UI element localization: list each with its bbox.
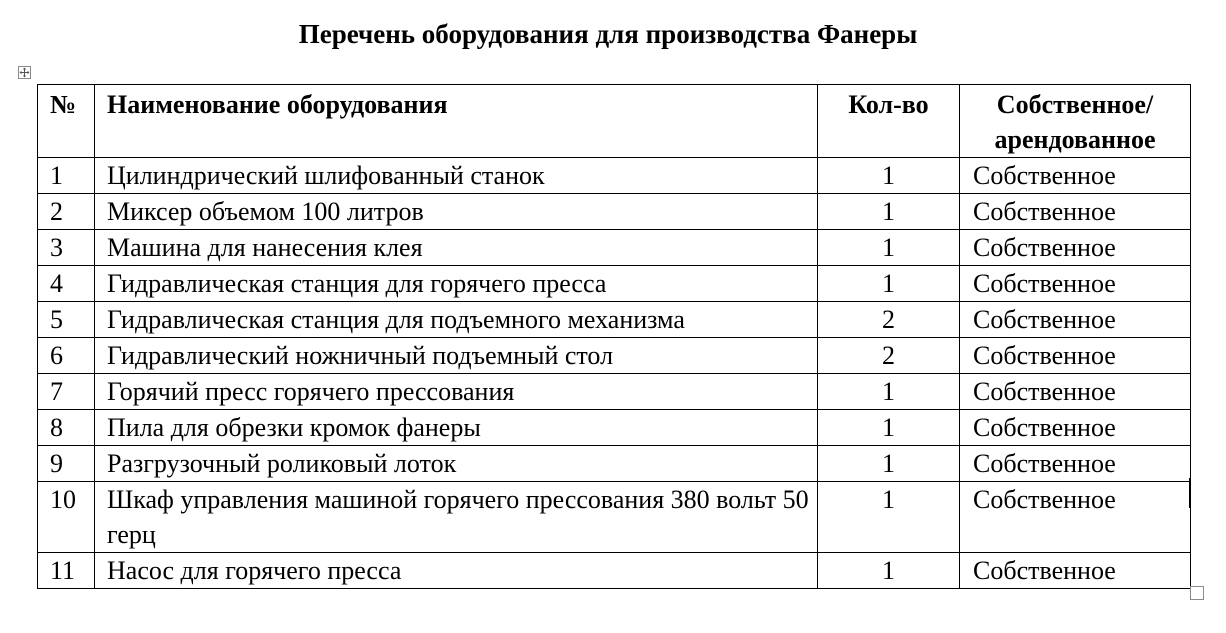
- table-row: [38, 266, 1191, 302]
- table-row: [38, 302, 1191, 338]
- table-row: [38, 158, 1191, 194]
- cell-quantity: 1: [818, 374, 960, 410]
- table-row: [38, 482, 1191, 553]
- cell-number: 3: [38, 230, 95, 266]
- table-row: [38, 446, 1191, 482]
- header-ownership: Собственное/ арендованное: [960, 85, 1191, 158]
- cell-name: Гидравлический ножничный подъемный стол: [95, 338, 818, 374]
- cell-name: Цилиндрический шлифованный станок: [95, 158, 818, 194]
- cell-ownership: Собственное: [960, 482, 1191, 553]
- cell-name: Гидравлическая станция для подъемного механизма: [95, 302, 818, 338]
- cell-quantity: 1: [818, 446, 960, 482]
- table-row: [38, 338, 1191, 374]
- cell-number: 2: [38, 194, 95, 230]
- cell-ownership: Собственное: [960, 194, 1191, 230]
- header-name: Наименование оборудования: [95, 85, 818, 158]
- cell-name: Разгрузочный роликовый лоток: [95, 446, 818, 482]
- document-title: Перечень оборудования для производства Фанеры: [298, 19, 918, 49]
- table-row: [38, 374, 1191, 410]
- cell-ownership: Собственное: [960, 302, 1191, 338]
- cell-name: Горячий пресс горячего прессования: [95, 374, 818, 410]
- cell-ownership: Собственное: [960, 230, 1191, 266]
- cell-ownership: Собственное: [960, 158, 1191, 194]
- cell-ownership: Собственное: [960, 374, 1191, 410]
- table-row: [38, 553, 1191, 589]
- cell-ownership: Собственное: [960, 446, 1191, 482]
- cell-quantity: 2: [818, 338, 960, 374]
- move-arrows-icon: [19, 67, 30, 78]
- cell-quantity: 1: [818, 410, 960, 446]
- table-row: [38, 230, 1191, 266]
- header-number: №: [38, 85, 95, 158]
- table-row: [38, 194, 1191, 230]
- cell-number: 8: [38, 410, 95, 446]
- cell-number: 4: [38, 266, 95, 302]
- cell-number: 9: [38, 446, 95, 482]
- text-cursor: [1189, 478, 1190, 508]
- cell-name: Шкаф управления машиной горячего прессования 380 вольт 50 герц: [95, 482, 818, 553]
- cell-quantity: 2: [818, 302, 960, 338]
- cell-quantity: 1: [818, 194, 960, 230]
- cell-ownership: Собственное: [960, 553, 1191, 589]
- cell-ownership: Собственное: [960, 410, 1191, 446]
- equipment-table: [37, 84, 1191, 589]
- cell-name: Пила для обрезки кромок фанеры: [95, 410, 818, 446]
- cell-quantity: 1: [818, 266, 960, 302]
- cell-quantity: 1: [818, 230, 960, 266]
- cell-number: 1: [38, 158, 95, 194]
- cell-name: Гидравлическая станция для горячего пресса: [95, 266, 818, 302]
- cell-name: Миксер объемом 100 литров: [95, 194, 818, 230]
- cell-ownership: Собственное: [960, 266, 1191, 302]
- cell-quantity: 1: [818, 553, 960, 589]
- cell-name: Насос для горячего пресса: [95, 553, 818, 589]
- cell-quantity: 1: [818, 482, 960, 553]
- cell-number: 6: [38, 338, 95, 374]
- cell-ownership: Собственное: [960, 338, 1191, 374]
- cell-number: 7: [38, 374, 95, 410]
- resize-square-icon[interactable]: [1190, 586, 1204, 600]
- cell-number: 10: [38, 482, 95, 553]
- header-quantity: Кол-во: [818, 85, 960, 158]
- table-header-row: [38, 85, 1191, 158]
- cell-number: 11: [38, 553, 95, 589]
- cell-name: Машина для нанесения клея: [95, 230, 818, 266]
- table-move-handle-icon[interactable]: [18, 66, 31, 79]
- cell-number: 5: [38, 302, 95, 338]
- table-body: [38, 158, 1191, 589]
- cell-quantity: 1: [818, 158, 960, 194]
- table-row: [38, 410, 1191, 446]
